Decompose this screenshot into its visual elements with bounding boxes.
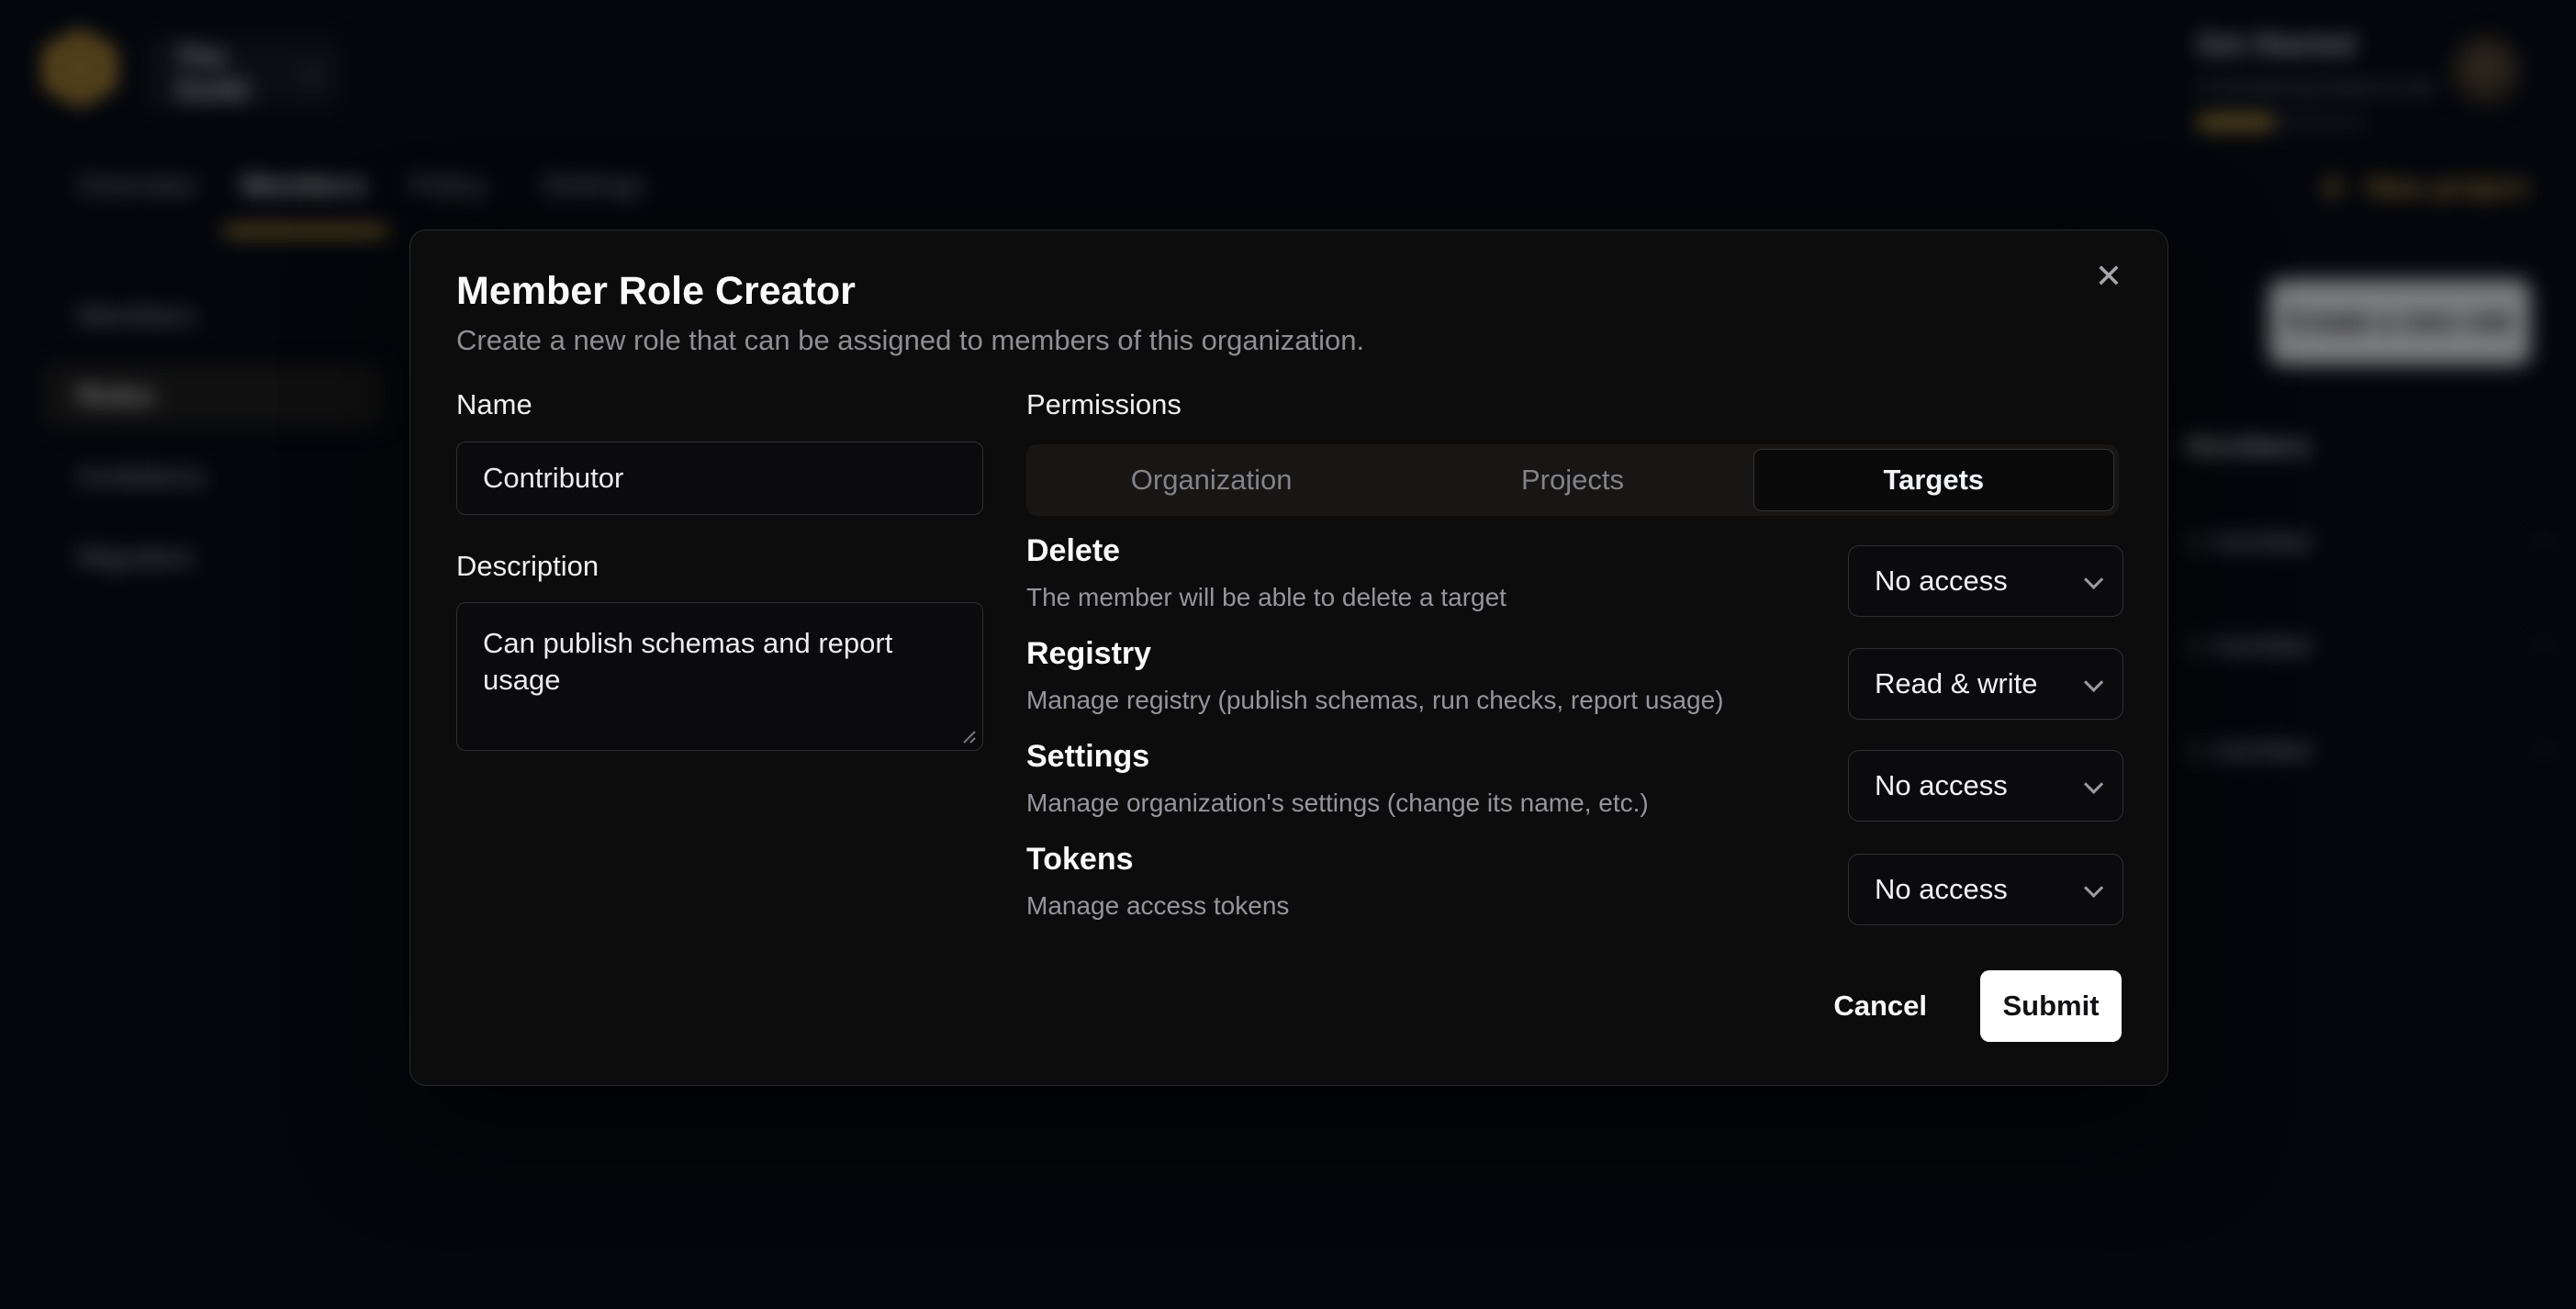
settings-access-value: No access	[1875, 769, 2008, 801]
delete-access-select[interactable]	[1848, 545, 2123, 617]
chevron-down-icon	[2084, 672, 2103, 691]
registry-access-select[interactable]	[1848, 648, 2123, 720]
perm-tab-projects[interactable]: Projects	[1521, 464, 1624, 496]
chevron-down-icon	[2084, 774, 2103, 793]
permissions-tablist	[1026, 444, 2119, 516]
perm-settings-desc: Manage organization's settings (change its name, etc.)	[1026, 789, 1649, 817]
settings-access-select[interactable]	[1848, 750, 2123, 822]
cancel-button[interactable]: Cancel	[1833, 990, 1927, 1022]
perm-registry-desc: Manage registry (publish schemas, run checks, report usage)	[1026, 686, 1724, 714]
chevron-down-icon	[2084, 878, 2103, 897]
perm-tab-organization[interactable]: Organization	[1130, 464, 1293, 496]
perm-registry-title: Registry	[1026, 636, 1152, 671]
perm-tokens-title: Tokens	[1026, 842, 1134, 877]
name-label: Name	[456, 388, 532, 420]
dialog-actions	[1808, 970, 2122, 1042]
submit-button[interactable]: Submit	[1980, 970, 2122, 1042]
description-label: Description	[456, 550, 599, 582]
perm-delete-desc: The member will be able to delete a target	[1026, 583, 1506, 611]
permissions-label: Permissions	[1026, 388, 1182, 420]
registry-access-value: Read & write	[1875, 667, 2038, 699]
member-role-creator-dialog	[409, 229, 2168, 1086]
perm-tab-targets[interactable]: Targets	[1753, 449, 2114, 511]
perm-delete-title: Delete	[1026, 533, 1121, 568]
description-textarea[interactable]	[456, 602, 983, 751]
dialog-subtitle: Create a new role that can be assigned to members of this organization.	[456, 324, 1365, 356]
tokens-access-value: No access	[1875, 873, 2008, 905]
dialog-title: Member Role Creator	[456, 269, 856, 313]
chevron-down-icon	[2084, 569, 2103, 588]
close-icon[interactable]: ✕	[2094, 257, 2123, 295]
resize-handle-icon[interactable]	[957, 724, 977, 744]
description-text: Can publish schemas and report usage	[483, 627, 893, 697]
tokens-access-select[interactable]	[1848, 854, 2123, 925]
perm-tokens-desc: Manage access tokens	[1026, 891, 1290, 920]
perm-settings-title: Settings	[1026, 739, 1150, 774]
delete-access-value: No access	[1875, 565, 2008, 597]
name-input[interactable]	[456, 442, 983, 515]
